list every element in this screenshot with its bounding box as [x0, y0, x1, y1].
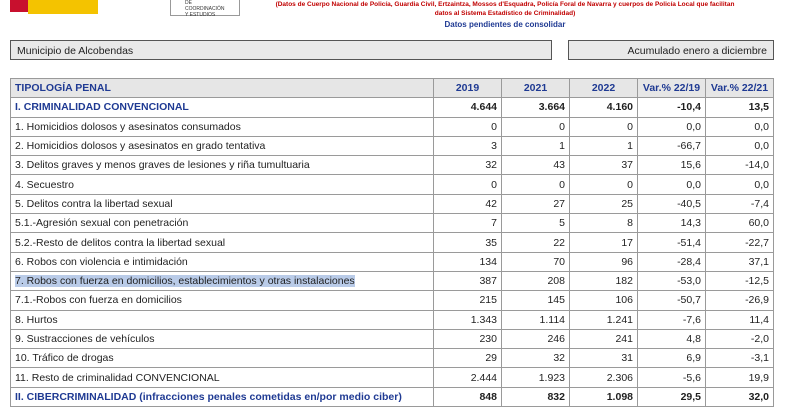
cell-var-22-19: 0,0	[638, 117, 706, 136]
crime-statistics-table	[10, 78, 774, 407]
cell-2022: 182	[570, 271, 638, 290]
cell-var-22-19: -5,6	[638, 368, 706, 387]
logo-text-line1: DE COORDINACIÓN	[185, 0, 225, 12]
municipality-label: Municipio de Alcobendas	[10, 40, 552, 60]
cell-2019: 42	[434, 194, 502, 213]
cell-2021: 1.923	[502, 368, 570, 387]
row-label: 1. Homicidios dolosos y asesinatos consumados	[11, 117, 434, 136]
table-body	[11, 98, 774, 407]
cell-var-22-19: -51,4	[638, 233, 706, 252]
table-row	[11, 271, 774, 290]
cell-var-22-21: 37,1	[706, 252, 774, 271]
header-var-22-21: Var.% 22/21	[706, 79, 774, 98]
cell-2019: 0	[434, 175, 502, 194]
cell-2022: 1.098	[570, 387, 638, 406]
row-label: 5.1.-Agresión sexual con penetración	[11, 214, 434, 233]
cell-2021: 43	[502, 156, 570, 175]
cell-var-22-21: -12,5	[706, 271, 774, 290]
row-label: I. CRIMINALIDAD CONVENCIONAL	[11, 98, 434, 117]
table-row	[11, 156, 774, 175]
header-2021: 2021	[502, 79, 570, 98]
cell-var-22-21: 0,0	[706, 175, 774, 194]
cell-2021: 70	[502, 252, 570, 271]
cell-2022: 0	[570, 117, 638, 136]
cell-2021: 208	[502, 271, 570, 290]
source-note	[270, 0, 740, 18]
table-row	[11, 175, 774, 194]
table-row	[11, 136, 774, 155]
cell-var-22-21: 0,0	[706, 136, 774, 155]
cell-var-22-21: 11,4	[706, 310, 774, 329]
cell-2019: 2.444	[434, 368, 502, 387]
cell-2022: 17	[570, 233, 638, 252]
cell-var-22-19: -40,5	[638, 194, 706, 213]
cell-2019: 3	[434, 136, 502, 155]
row-label: 7.1.-Robos con fuerza en domicilios	[11, 291, 434, 310]
ministry-logo	[10, 0, 230, 16]
table-row	[11, 349, 774, 368]
header-2022: 2022	[570, 79, 638, 98]
cell-2021: 32	[502, 349, 570, 368]
cell-var-22-19: -7,6	[638, 310, 706, 329]
cell-2022: 8	[570, 214, 638, 233]
row-label	[11, 271, 434, 290]
cell-2019: 215	[434, 291, 502, 310]
table-row	[11, 291, 774, 310]
cell-var-22-21: 0,0	[706, 117, 774, 136]
table-row	[11, 194, 774, 213]
table-row	[11, 233, 774, 252]
row-label: 5. Delitos contra la libertad sexual	[11, 194, 434, 213]
cell-2019: 4.644	[434, 98, 502, 117]
cell-2022: 2.306	[570, 368, 638, 387]
table-header-row	[11, 79, 774, 98]
cell-var-22-19: -66,7	[638, 136, 706, 155]
table-row	[11, 117, 774, 136]
cell-var-22-19: 0,0	[638, 175, 706, 194]
pending-consolidation-note: Datos pendientes de consolidar	[444, 20, 566, 29]
row-label: II. CIBERCRIMINALIDAD (infracciones penales cometidas en/por medio ciber)	[11, 387, 434, 406]
cell-2022: 4.160	[570, 98, 638, 117]
table-row	[11, 387, 774, 406]
cell-2022: 0	[570, 175, 638, 194]
cell-var-22-21: 13,5	[706, 98, 774, 117]
cell-var-22-19: 6,9	[638, 349, 706, 368]
cell-2022: 31	[570, 349, 638, 368]
ministry-logo-text	[185, 0, 230, 18]
cell-var-22-19: -50,7	[638, 291, 706, 310]
cell-2021: 0	[502, 117, 570, 136]
cell-var-22-21: -3,1	[706, 349, 774, 368]
cell-2019: 7	[434, 214, 502, 233]
header-2019: 2019	[434, 79, 502, 98]
table-row	[11, 368, 774, 387]
cell-2021: 5	[502, 214, 570, 233]
selected-text-highlight[interactable]: 7. Robos con fuerza en domicilios, establecimientos y otras instalaciones	[15, 275, 355, 288]
source-note-line2: datos al Sistema Estadístico de Criminalidad)	[434, 10, 576, 17]
cell-2019: 134	[434, 252, 502, 271]
cell-2019: 32	[434, 156, 502, 175]
cell-var-22-21: -26,9	[706, 291, 774, 310]
cell-var-22-19: -10,4	[638, 98, 706, 117]
cell-2022: 25	[570, 194, 638, 213]
cell-2019: 1.343	[434, 310, 502, 329]
cell-2019: 387	[434, 271, 502, 290]
row-label: 4. Secuestro	[11, 175, 434, 194]
row-label: 10. Tráfico de drogas	[11, 349, 434, 368]
header-tipologia: TIPOLOGÍA PENAL	[11, 79, 434, 98]
header-var-22-19: Var.% 22/19	[638, 79, 706, 98]
row-label: 5.2.-Resto de delitos contra la libertad sexual	[11, 233, 434, 252]
cell-2019: 848	[434, 387, 502, 406]
cell-var-22-21: -14,0	[706, 156, 774, 175]
cell-var-22-21: 19,9	[706, 368, 774, 387]
cell-var-22-19: -53,0	[638, 271, 706, 290]
row-label: 3. Delitos graves y menos graves de lesiones y riña tumultuaria	[11, 156, 434, 175]
cell-2022: 241	[570, 329, 638, 348]
cell-2022: 1.241	[570, 310, 638, 329]
cell-var-22-19: 29,5	[638, 387, 706, 406]
cell-var-22-21: 32,0	[706, 387, 774, 406]
cell-2019: 0	[434, 117, 502, 136]
cell-var-22-19: 4,8	[638, 329, 706, 348]
logo-text-line2: Y ESTUDIOS	[185, 12, 216, 18]
cell-2021: 3.664	[502, 98, 570, 117]
cell-2022: 37	[570, 156, 638, 175]
cell-var-22-21: -7,4	[706, 194, 774, 213]
row-label: 9. Sustracciones de vehículos	[11, 329, 434, 348]
spain-flag-mark	[10, 0, 28, 12]
cell-2021: 832	[502, 387, 570, 406]
table-row	[11, 98, 774, 117]
table-row	[11, 252, 774, 271]
cell-var-22-21: 60,0	[706, 214, 774, 233]
table-row	[11, 310, 774, 329]
ministry-emblem-band	[28, 0, 98, 14]
cell-2021: 1.114	[502, 310, 570, 329]
cell-var-22-21: -22,7	[706, 233, 774, 252]
cell-2021: 145	[502, 291, 570, 310]
cell-2021: 0	[502, 175, 570, 194]
cell-var-22-19: 15,6	[638, 156, 706, 175]
cell-var-22-19: -28,4	[638, 252, 706, 271]
row-label: 11. Resto de criminalidad CONVENCIONAL	[11, 368, 434, 387]
cell-2022: 1	[570, 136, 638, 155]
row-label: 6. Robos con violencia e intimidación	[11, 252, 434, 271]
cell-2022: 106	[570, 291, 638, 310]
period-label: Acumulado enero a diciembre	[568, 40, 774, 60]
cell-2021: 22	[502, 233, 570, 252]
cell-var-22-21: -2,0	[706, 329, 774, 348]
cell-2019: 29	[434, 349, 502, 368]
cell-2019: 230	[434, 329, 502, 348]
table-row	[11, 329, 774, 348]
cell-2022: 96	[570, 252, 638, 271]
row-label: 8. Hurtos	[11, 310, 434, 329]
cell-var-22-19: 14,3	[638, 214, 706, 233]
cell-2019: 35	[434, 233, 502, 252]
cell-2021: 27	[502, 194, 570, 213]
source-note-line1: (Datos de Cuerpo Nacional de Policía, Guardia Civil, Ertzaintza, Mossos d'Esquadra, Policía Foral de Navarra y cuerpos de Policía Local que facilitan	[275, 1, 735, 8]
cell-2021: 246	[502, 329, 570, 348]
cell-2021: 1	[502, 136, 570, 155]
row-label: 2. Homicidios dolosos y asesinatos en grado tentativa	[11, 136, 434, 155]
table-row	[11, 214, 774, 233]
